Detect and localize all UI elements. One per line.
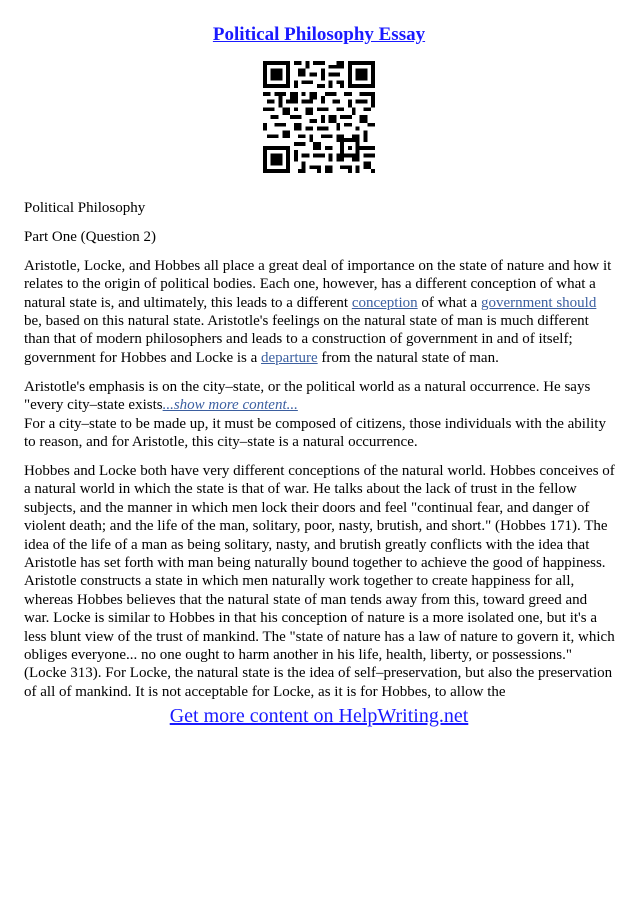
essay-content <box>24 199 616 712</box>
paragraph-3: Hobbes and Locke both have very different conceptions of the natural world. Hobbes conceives of a natural world in which the state is that of war. He talks about the lack of trust in the fellow subjects, and the manner in which men lock their doors and feel "continual fear, and danger of violent death; and the life of the man, solitary, poor, nasty, brutish, and short." (Hobbes 171). The idea of the life of a man as being solitary, nasty, and brutish greatly conflicts with the idea that Aristotle has set forth with man being naturally bound together to achieve the good of happiness. Aristotle constructs a state in which men naturally work together to create happiness for all, whereas Hobbes believes that the natural state of man tends away from this, toward greed and war. Locke is similar to Hobbes in that his conception of nature is a more isolated one, but it's a less blunt view of the trust of mankind. The "state of nature has a law of nature to govern it, which obliges everyone... no one ought to harm another in his life, health, liberty, or possessions." (Locke 313). For Locke, the natural state is the idea of self–preservation, but also the preservation of all of mankind. It is not acceptable for Locke, as it is for Hobbes, to allow the <box>24 462 615 700</box>
government-should-link[interactable]: government should <box>480 294 597 311</box>
show-more-link[interactable]: ...show more content... <box>162 397 298 414</box>
paragraph-2: Aristotle's emphasis is on the city–state, or the political world as a natural occurrence. He says "every city–state exists...show more content... <box>24 378 591 414</box>
get-more-content-link[interactable]: Get more content on HelpWriting.net <box>169 705 469 727</box>
page-title <box>0 24 638 46</box>
paragraph-1: Aristotle, Locke, and Hobbes all place a great deal of importance on the state of nature and how it relates to the origin of political bodies. Each one, however, has a different conception of what a natural state is, and ultimately, this leads to a different conception of what a government should be, based on this natural state. Aristotle's feelings on the natural state of man is much different than that of modern philosophers and leads to a construction of government in and of itself; government for Hobbes and Locke is a departure from the natural state of man. <box>24 257 612 366</box>
paragraph-2-continued: For a city–state to be made up, it must be composed of citizens, those individuals with the ability to reason, and for Aristotle, this city–state is a natural occurrence. <box>24 415 606 450</box>
footer-cta <box>0 705 638 728</box>
title-link[interactable]: Political Philosophy Essay <box>212 24 426 45</box>
departure-link[interactable]: departure <box>261 349 318 366</box>
qr-code-icon <box>263 61 375 173</box>
conception-link[interactable]: conception <box>351 294 418 311</box>
essay-subheading: Part One (Question 2) <box>24 228 157 245</box>
essay-heading: Political Philosophy <box>24 200 146 216</box>
